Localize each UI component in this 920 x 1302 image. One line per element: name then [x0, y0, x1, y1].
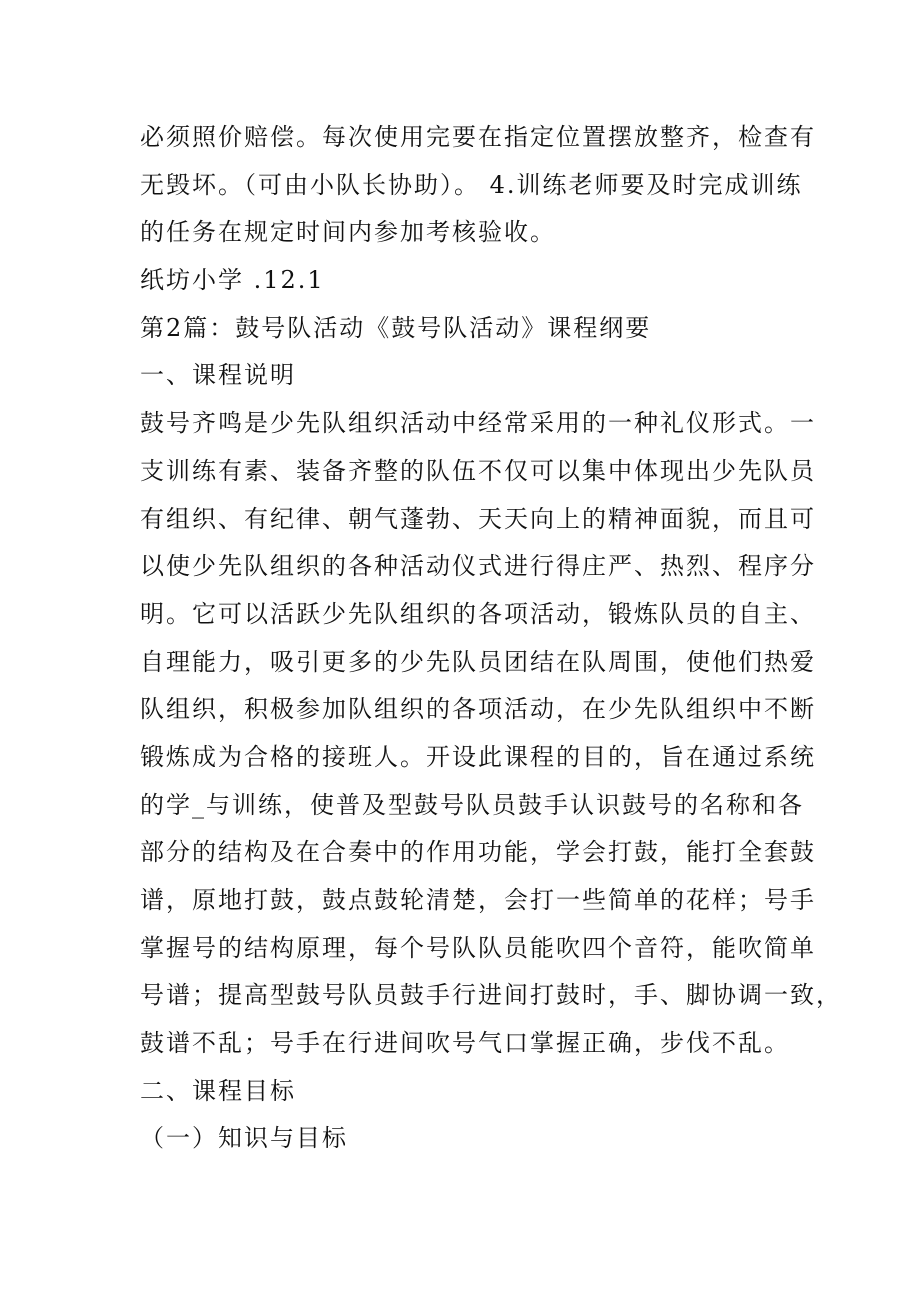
text-line: 部分的结构及在合奏中的作用功能，学会打鼓，能打全套鼓 — [140, 838, 816, 867]
section-heading: 一、课程说明 — [140, 361, 296, 390]
text-line: 支训练有素、装备齐整的队伍不仅可以集中体现出少先队员 — [140, 456, 816, 485]
text-line: 号谱；提高型鼓号队员鼓手行进间打鼓时，手、脚协调一致， — [140, 981, 842, 1010]
text-line: 的任务在规定时间内参加考核验收。 — [140, 218, 556, 247]
text-line: 谱，原地打鼓，鼓点鼓轮清楚，会打一些简单的花样；号手 — [140, 886, 816, 914]
signature-line: 纸坊小学 .12.1 — [140, 266, 325, 295]
text-line: 明。它可以活跃少先队组织的各项活动，锻炼队员的自主、 — [140, 599, 816, 628]
text-line: 以使少先队组织的各种活动仪式进行得庄严、热烈、程序分 — [140, 552, 816, 581]
article-title: 第2篇：鼓号队活动《鼓号队活动》课程纲要 — [140, 313, 652, 342]
text-line: 队组织，积极参加队组织的各项活动，在少先队组织中不断 — [140, 695, 816, 724]
text-line: 锻炼成为合格的接班人。开设此课程的目的，旨在通过系统 — [140, 742, 816, 771]
document-page — [140, 114, 842, 1163]
text-line: 掌握号的结构原理，每个号队队员能吹四个音符，能吹简单 — [140, 933, 816, 962]
text-line: 的学_与训练，使普及型鼓号队员鼓手认识鼓号的名称和各 — [140, 790, 804, 819]
text-line: 自理能力，吸引更多的少先队员团结在队周围，使他们热爱 — [140, 647, 816, 676]
section-heading: 二、课程目标 — [140, 1076, 296, 1105]
text-line: 有组织、有纪律、朝气蓬勃、天天向上的精神面貌，而且可 — [140, 504, 816, 533]
text-line: 鼓号齐鸣是少先队组织活动中经常采用的一种礼仪形式。一 — [140, 409, 816, 438]
subsection-heading: （一）知识与目标 — [140, 1124, 348, 1153]
text-line: 必须照价赔偿。每次使用完要在指定位置摆放整齐，检查有 — [140, 123, 816, 151]
text-line: 无毁坏。（可由小队长协助）。 4.训练老师要及时完成训练 — [140, 170, 803, 199]
text-line: 鼓谱不乱；号手在行进间吹号气口掌握正确，步伐不乱。 — [140, 1029, 790, 1058]
